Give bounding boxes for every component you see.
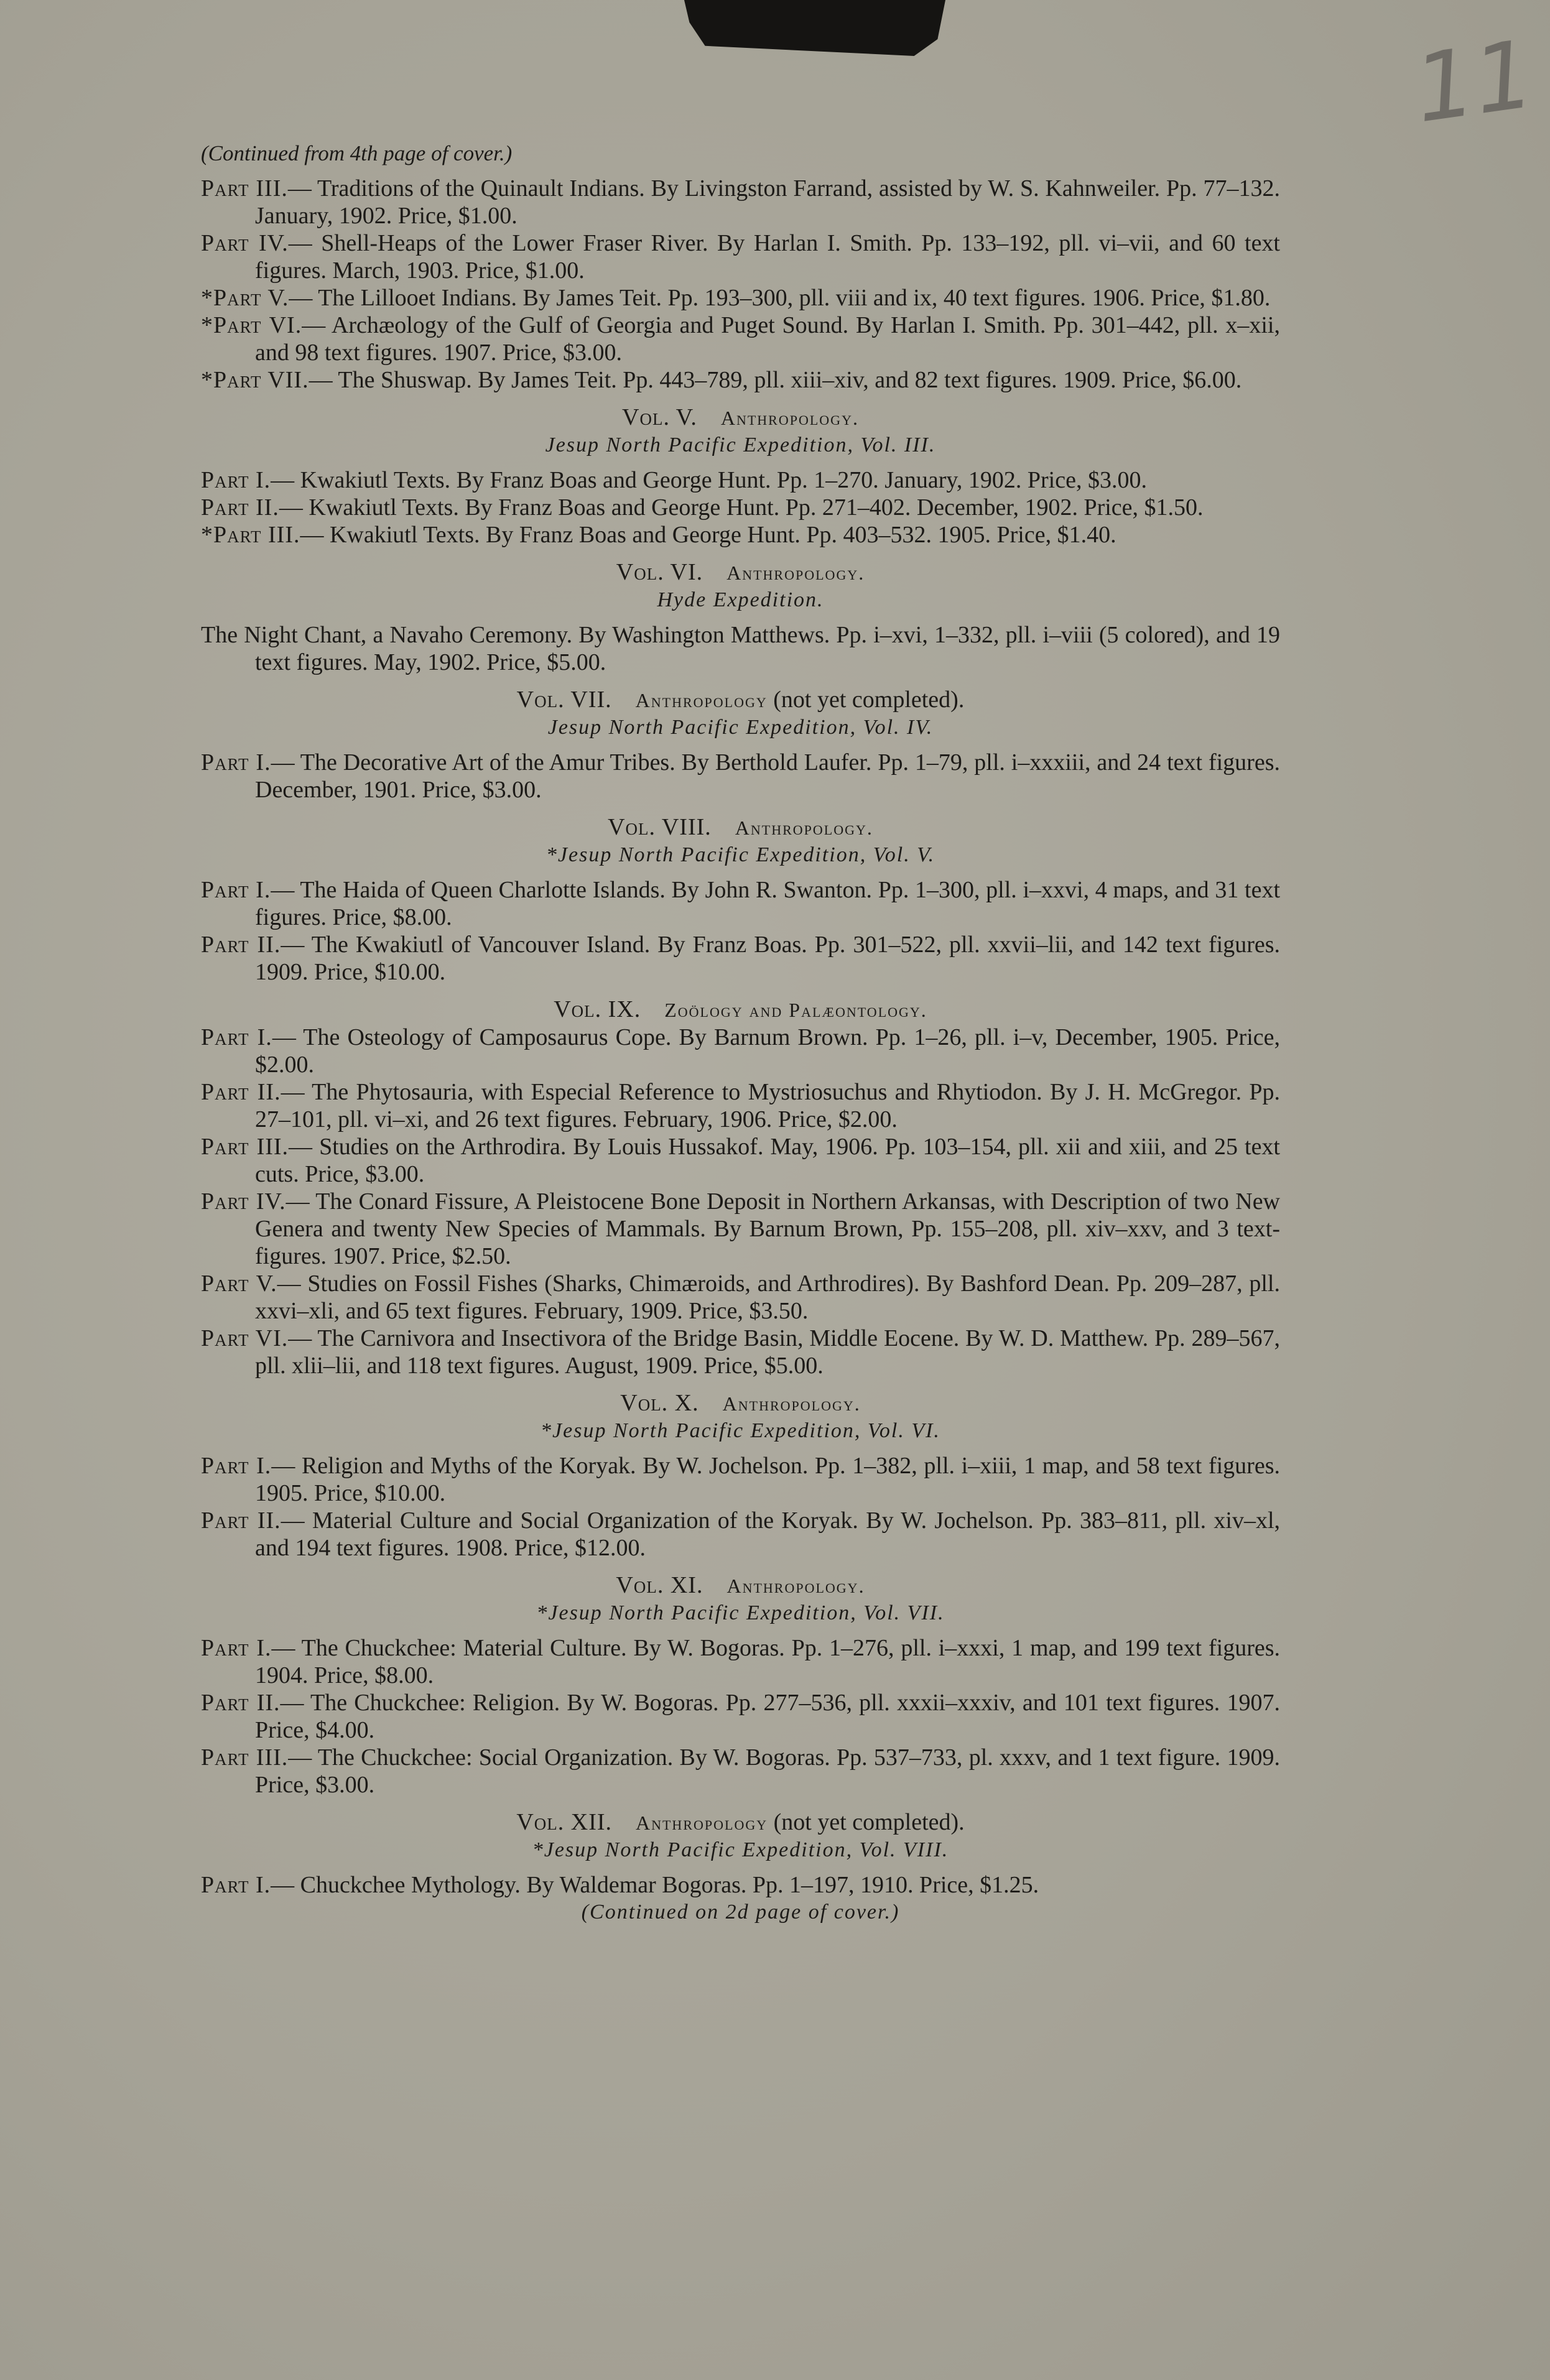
catalog-text [201,140,1280,1926]
expedition-subtitle: Jesup North Pacific Expedition, Vol. III. [545,433,936,456]
volume-number: Vol. VII. [516,687,612,713]
catalog-entry [201,1871,1280,1899]
part-label: Part III. [201,1134,289,1160]
catalog-entry [201,1452,1280,1507]
part-label: Part II. [201,1079,281,1105]
part-label: Part I. [201,749,271,776]
continued-on-note: (Continued on 2d page of cover.) [581,1901,900,1924]
volume-heading [201,558,1280,586]
catalog-entry [201,466,1280,494]
volume-subject: Anthropology. [735,817,873,839]
catalog-entry [201,1270,1280,1325]
volume-heading [201,404,1280,432]
catalog-entry [201,312,1280,366]
entry-text: — The Conard Fissure, A Pleistocene Bone Deposit in Northern Arkansas, with Description of two New Genera and twenty New Species of Mammals. By Barnum Brown, Pp. 155–208, pll. xiv–xxv, and 3 text-figures. 1907. Price, $2.50. [255,1188,1280,1269]
part-label: Part I. [201,467,271,493]
volume-heading [201,813,1280,841]
volume-subject: Anthropology. [720,407,859,429]
continued-from-note: (Continued from 4th page of cover.) [201,141,513,165]
entry-text: — The Lillooet Indians. By James Teit. Pp. 193–300, pll. viii and ix, 40 text figures. 1906. Price, $1.80. [289,285,1271,311]
volume-number: Vol. VI. [616,559,703,585]
volume-number: Vol. IX. [554,996,641,1022]
entry-text: — Kwakiutl Texts. By Franz Boas and George Hunt. Pp. 271–402. December, 1902. Price, $1.50. [279,494,1204,521]
volume-number: Vol. VIII. [608,814,712,840]
entry-text: — The Shuswap. By James Teit. Pp. 443–789, pll. xiii–xiv, and 82 text figures. 1909. Price, $6.00. [309,367,1242,393]
part-label: Part I. [201,1024,272,1050]
entry-text: — Chuckchee Mythology. By Waldemar Bogoras. Pp. 1–197, 1910. Price, $1.25. [271,1872,1039,1898]
part-label: Part I. [201,1635,272,1661]
entry-text: — Traditions of the Quinault Indians. By Livingston Farrand, assisted by W. S. Kahnweiler. Pp. 77–132. January, 1902. Price, $1.00. [255,175,1280,229]
catalog-entry [201,1078,1280,1133]
catalog-entry [201,1507,1280,1562]
entry-text: — Religion and Myths of the Koryak. By W. Jochelson. Pp. 1–382, pll. i–xiii, 1 map, and 58 text figures. 1905. Price, $10.00. [255,1453,1280,1506]
volume-subject: Anthropology [635,689,768,711]
volume-number: Vol. X. [620,1390,699,1416]
volume-number: Vol. XII. [516,1809,612,1835]
part-label: Part IV. [201,230,289,256]
catalog-entry [201,175,1280,229]
catalog-entry [201,1325,1280,1379]
volume-heading [201,996,1280,1024]
volume-note: (not yet completed). [768,1809,965,1835]
volume-note: (not yet completed). [767,687,965,713]
entry-text: — Kwakiutl Texts. By Franz Boas and George Hunt. Pp. 1–270. January, 1902. Price, $3.00. [271,467,1147,493]
entry-text: — Material Culture and Social Organization of the Koryak. By W. Jochelson. Pp. 383–811, pll. xiv–xl, and 194 text figures. 1908. Price, $12.00. [255,1507,1280,1561]
part-label: *Part III. [201,522,300,548]
catalog-entry [201,876,1280,931]
expedition-subtitle: Hyde Expedition. [657,588,824,611]
expedition-subtitle: *Jesup North Pacific Expedition, Vol. VII. [536,1601,945,1624]
volume-subject: Anthropology. [726,1575,865,1597]
part-label: Part I. [201,1453,272,1479]
catalog-entry [201,284,1280,312]
catalog-entry [201,366,1280,394]
entry-text: — The Osteology of Camposaurus Cope. By Barnum Brown. Pp. 1–26, pll. i–v, December, 1905. Price, $2.00. [255,1024,1280,1078]
part-label: Part V. [201,1271,277,1297]
catalog-entry [201,521,1280,549]
catalog-entry [201,1744,1280,1799]
catalog-entry [201,229,1280,284]
catalog-entry [201,1024,1280,1078]
entry-text: — The Haida of Queen Charlotte Islands. By John R. Swanton. Pp. 1–300, pll. i–xxvi, 4 maps, and 31 text figures. Price, $8.00. [255,877,1280,930]
entry-text: — The Kwakiutl of Vancouver Island. By Franz Boas. Pp. 301–522, pll. xxvii–lii, and 142 text figures. 1909. Price, $10.00. [255,932,1280,985]
expedition-subtitle: *Jesup North Pacific Expedition, Vol. VIII. [532,1838,949,1861]
volume-heading [201,1572,1280,1600]
part-label: Part I. [201,877,271,903]
entry-text: — The Carnivora and Insectivora of the Bridge Basin, Middle Eocene. By W. D. Matthew. Pp. 289–567, pll. xlii–lii, and 118 text figures. August, 1909. Price, $5.00. [255,1325,1280,1379]
volume-number: Vol. V. [622,404,697,430]
part-label: Part III. [201,1744,289,1771]
catalog-entry [201,749,1280,803]
catalog-entry [201,931,1280,986]
entry-text: — The Phytosauria, with Especial Reference to Mystriosuchus and Rhytiodon. By J. H. McGregor. Pp. 27–101, pll. vi–xi, and 26 text figures. February, 1906. Price, $2.00. [255,1079,1280,1132]
entry-text: — Shell-Heaps of the Lower Fraser River. By Harlan I. Smith. Pp. 133–192, pll. vi–vii, and 60 text figures. March, 1903. Price, $1.00. [255,230,1280,284]
part-label: *Part V. [201,285,289,311]
catalog-entries [201,175,1280,1899]
volume-heading [201,1389,1280,1417]
catalog-entry [201,494,1280,521]
part-label: Part I. [201,1872,271,1898]
volume-subject: Zoölogy and Palæontology. [664,999,927,1021]
entry-text: — Kwakiutl Texts. By Franz Boas and George Hunt. Pp. 403–532. 1905. Price, $1.40. [300,522,1116,548]
volume-subject: Anthropology [636,1812,768,1834]
expedition-subtitle: Jesup North Pacific Expedition, Vol. IV. [547,716,934,739]
entry-text: — The Chuckchee: Material Culture. By W. Bogoras. Pp. 1–276, pll. i–xxxi, 1 map, and 199 text figures. 1904. Price, $8.00. [255,1635,1280,1688]
catalog-entry [201,1188,1280,1270]
expedition-subtitle: *Jesup North Pacific Expedition, Vol. V. [545,843,935,866]
volume-heading [201,1808,1280,1836]
part-label: *Part VII. [201,367,309,393]
pencil-page-mark: 11 [1408,20,1541,144]
part-label: Part III. [201,175,288,201]
volume-number: Vol. XI. [616,1572,703,1598]
part-label: Part II. [201,494,279,521]
part-label: Part IV. [201,1188,286,1215]
entry-text: — Archæology of the Gulf of Georgia and Puget Sound. By Harlan I. Smith. Pp. 301–442, pll. x–xii, and 98 text figures. 1907. Price, $3.00. [255,312,1280,366]
catalog-entry [201,1133,1280,1188]
part-label: Part II. [201,1690,281,1716]
catalog-entry [201,1689,1280,1744]
entry-text: The Night Chant, a Navaho Ceremony. By Washington Matthews. Pp. i–xvi, 1–332, pll. i–viii (5 colored), and 19 text figures. May, 1902. Price, $5.00. [201,622,1280,675]
entry-text: — Studies on Fossil Fishes (Sharks, Chimæroids, and Arthrodires). By Bashford Dean. Pp. 209–287, pll. xxvi–xli, and 65 text figures. February, 1909. Price, $3.50. [255,1271,1280,1324]
entry-text: — The Chuckchee: Religion. By W. Bogoras. Pp. 277–536, pll. xxxii–xxxiv, and 101 text figures. 1907. Price, $4.00. [255,1690,1280,1743]
volume-heading [201,686,1280,714]
entry-text: — The Chuckchee: Social Organization. By W. Bogoras. Pp. 537–733, pl. xxxv, and 1 text figure. 1909. Price, $3.00. [255,1744,1280,1798]
volume-subject: Anthropology. [722,1392,861,1415]
part-label: Part II. [201,932,281,958]
part-label: Part VI. [201,1325,289,1351]
entry-text: — The Decorative Art of the Amur Tribes. By Berthold Laufer. Pp. 1–79, pll. i–xxxiii, and 24 text figures. December, 1901. Price, $3.00. [255,749,1280,803]
catalog-entry [201,621,1280,676]
part-label: *Part VI. [201,312,302,338]
entry-text: — Studies on the Arthrodira. By Louis Hussakof. May, 1906. Pp. 103–154, pll. xii and xiii, and 25 text cuts. Price, $3.00. [255,1134,1280,1187]
expedition-subtitle: *Jesup North Pacific Expedition, Vol. VI. [541,1419,940,1442]
part-label: Part II. [201,1507,281,1534]
catalog-entry [201,1634,1280,1689]
volume-subject: Anthropology. [726,562,865,584]
